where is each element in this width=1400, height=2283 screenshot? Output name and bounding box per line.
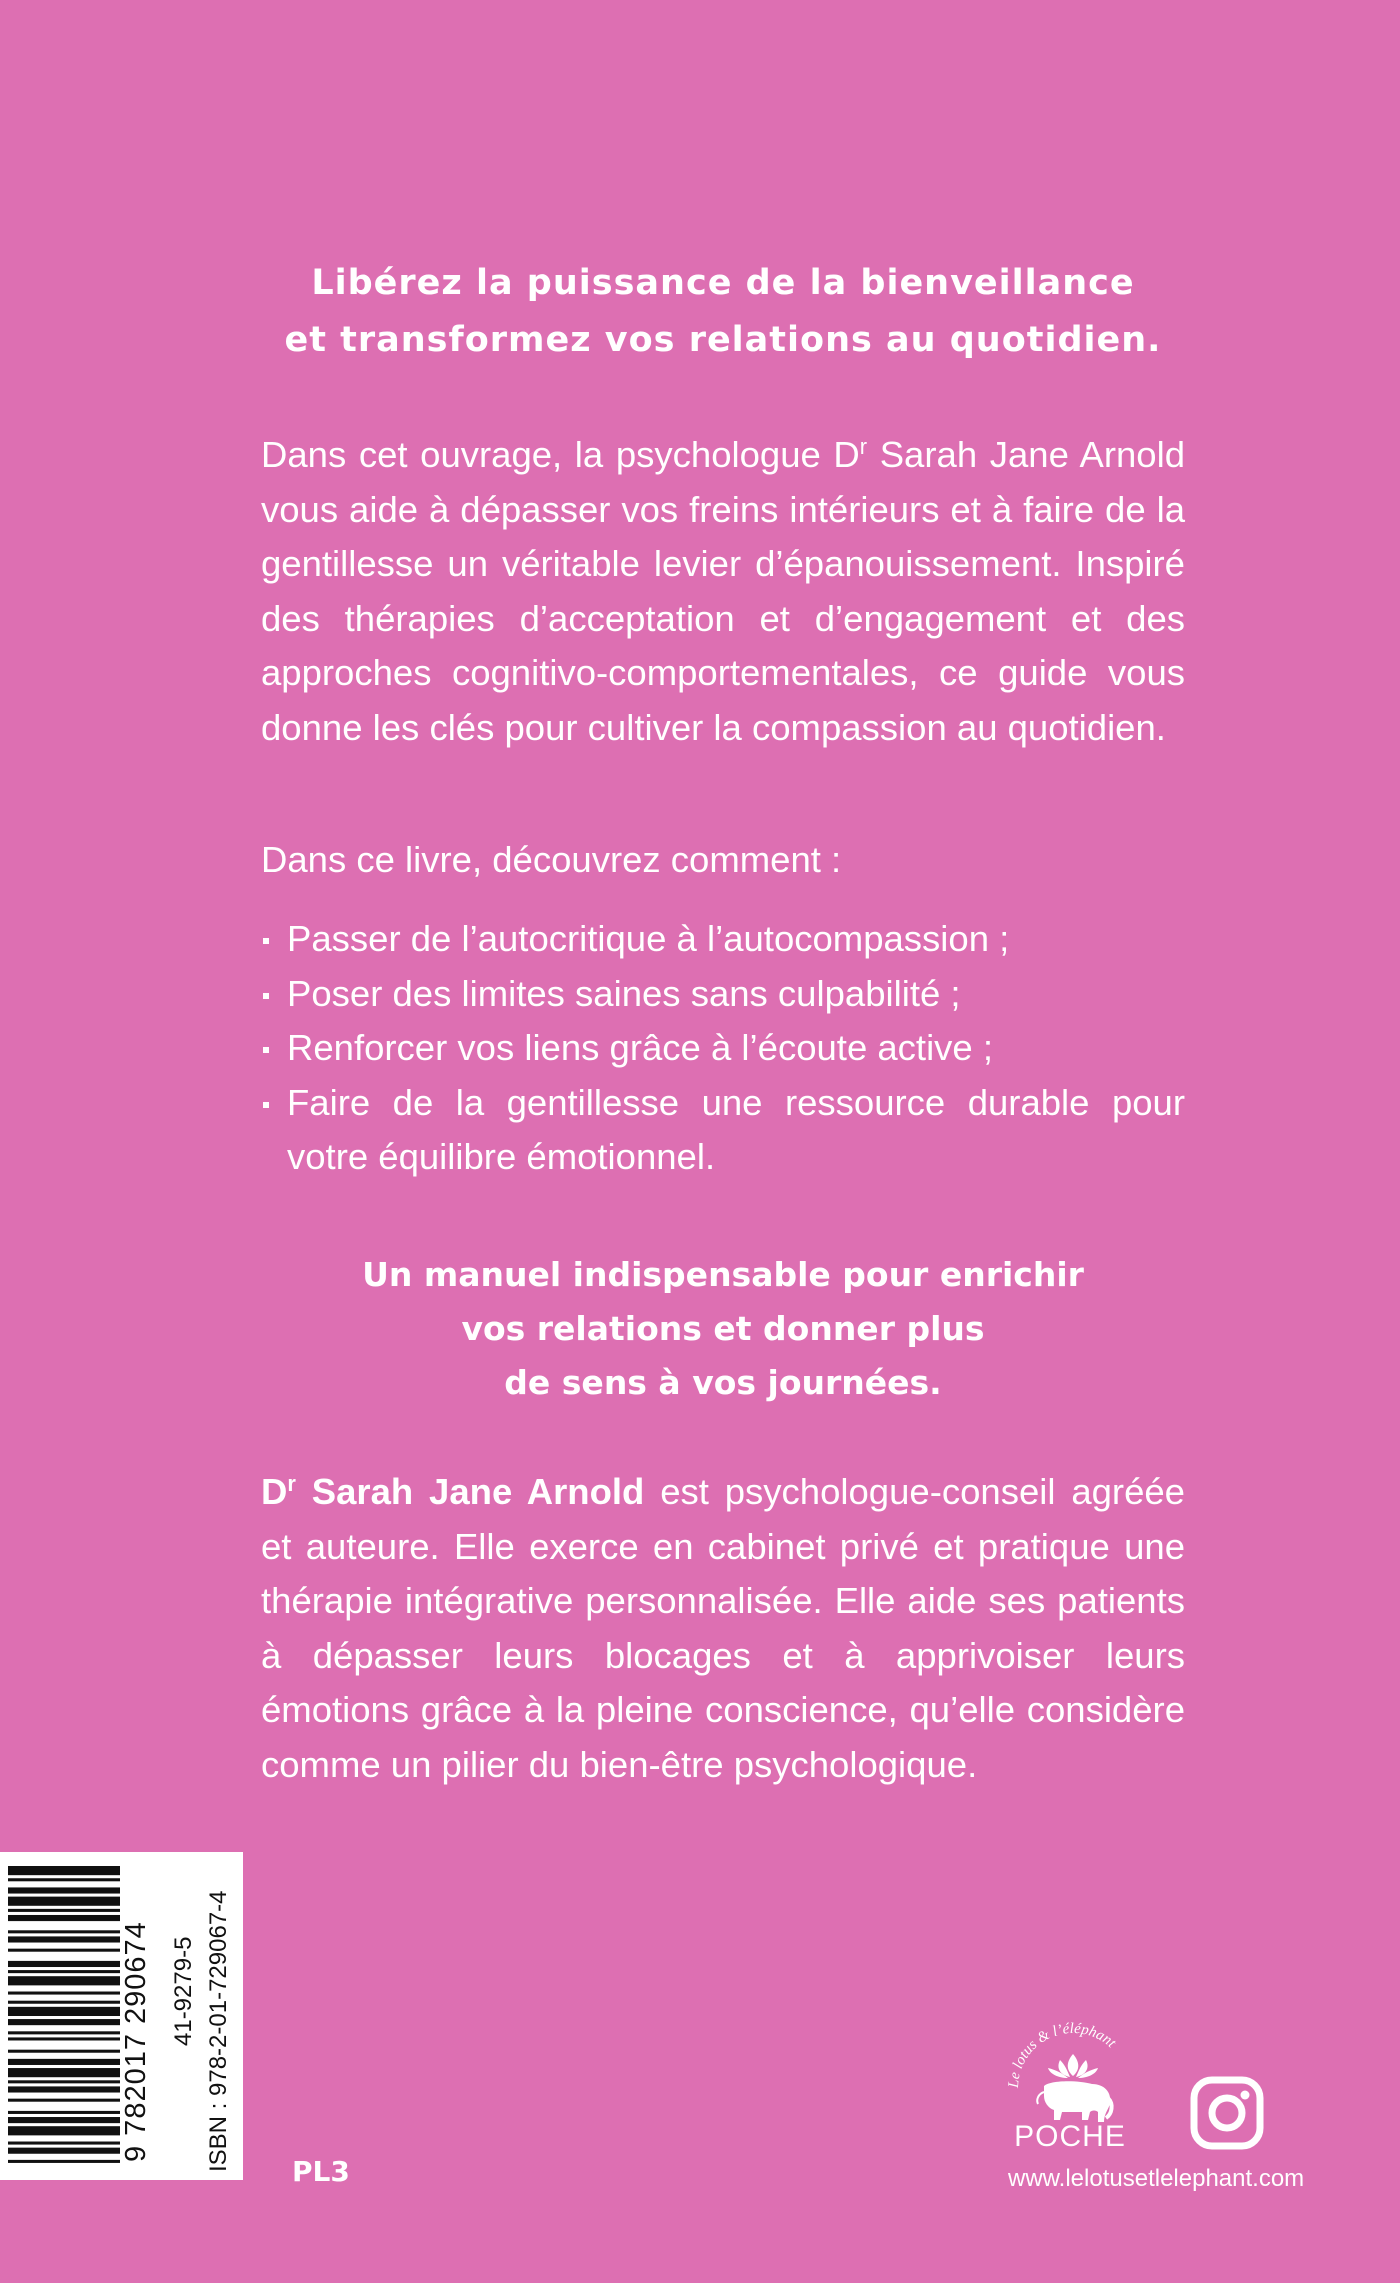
benefit-list xyxy=(261,912,1185,1185)
list-item: Passer de l’autocritique à l’autocompassion ; xyxy=(261,912,1185,967)
author-name xyxy=(261,1471,644,1512)
author-name-sup: r xyxy=(287,1470,296,1496)
intro-text-rest: Sarah Jane Arnold vous aide à dépasser vos freins intérieurs et à faire de la gentillesse un véritable levier d’épanouissement. Inspiré des thérapies d’acceptation et d’engagement et des approches cognitivo-comportementales, ce guide vous donne les clés pour cultiver la compassion au quotidien. xyxy=(261,434,1186,748)
intro-title-sup: r xyxy=(859,433,868,459)
barcode-digits: 9 782017 290674 xyxy=(120,1921,152,2162)
logo-text: Le lotus & l’éléphant xyxy=(1005,2020,1119,2089)
instagram-icon[interactable] xyxy=(1190,2076,1264,2150)
closing-line-2: vos relations et donner plus xyxy=(461,1309,985,1348)
publisher-website[interactable]: www.lelotusetlelephant.com xyxy=(1008,2165,1305,2192)
intro-text-start: Dans cet ouvrage, la psychologue D xyxy=(261,434,860,475)
collection-name: POCHE xyxy=(1014,2120,1126,2153)
list-item: Renforcer vos liens grâce à l’écoute active ; xyxy=(261,1021,1185,1076)
intro-paragraph xyxy=(261,428,1185,755)
series-code: PL3 xyxy=(292,2155,350,2188)
list-intro: Dans ce livre, découvrez comment : xyxy=(261,839,842,880)
author-name-text: Sarah Jane Arnold xyxy=(295,1471,645,1512)
closing-line-1: Un manuel indispensable pour enrichir xyxy=(362,1255,1084,1294)
barcode-icon xyxy=(8,1866,120,2166)
list-item: Poser des limites saines sans culpabilité ; xyxy=(261,967,1185,1022)
closing-line-3: de sens à vos journées. xyxy=(504,1363,942,1402)
headline-line-2: et transformez vos relations au quotidien. xyxy=(284,320,1162,360)
headline-line-1: Libérez la puissance de la bienveillance xyxy=(311,263,1135,303)
svg-text:Le lotus & l’éléphant xyxy=(1006,2021,1120,2089)
product-code: 41-9279-5 xyxy=(170,1936,197,2046)
isbn: ISBN : 978-2-01-729067-4 xyxy=(205,1890,232,2172)
author-bio xyxy=(261,1465,1185,1792)
author-name-prefix: D xyxy=(261,1471,288,1512)
headline xyxy=(261,255,1185,369)
closing-statement xyxy=(261,1248,1185,1410)
list-item: Faire de la gentillesse une ressource durable pour votre équilibre émotionnel. xyxy=(261,1076,1185,1185)
author-bio-text: est psychologue-conseil agréée et auteure. Elle exerce en cabinet privé et pratique une thérapie intégrative personnalisée. Elle aide ses patients à dépasser leurs blocages et à apprivoiser leurs émotions grâce à la pleine conscience, qu’elle considère comme un pilier du bien-être psychologique. xyxy=(261,1471,1185,1785)
